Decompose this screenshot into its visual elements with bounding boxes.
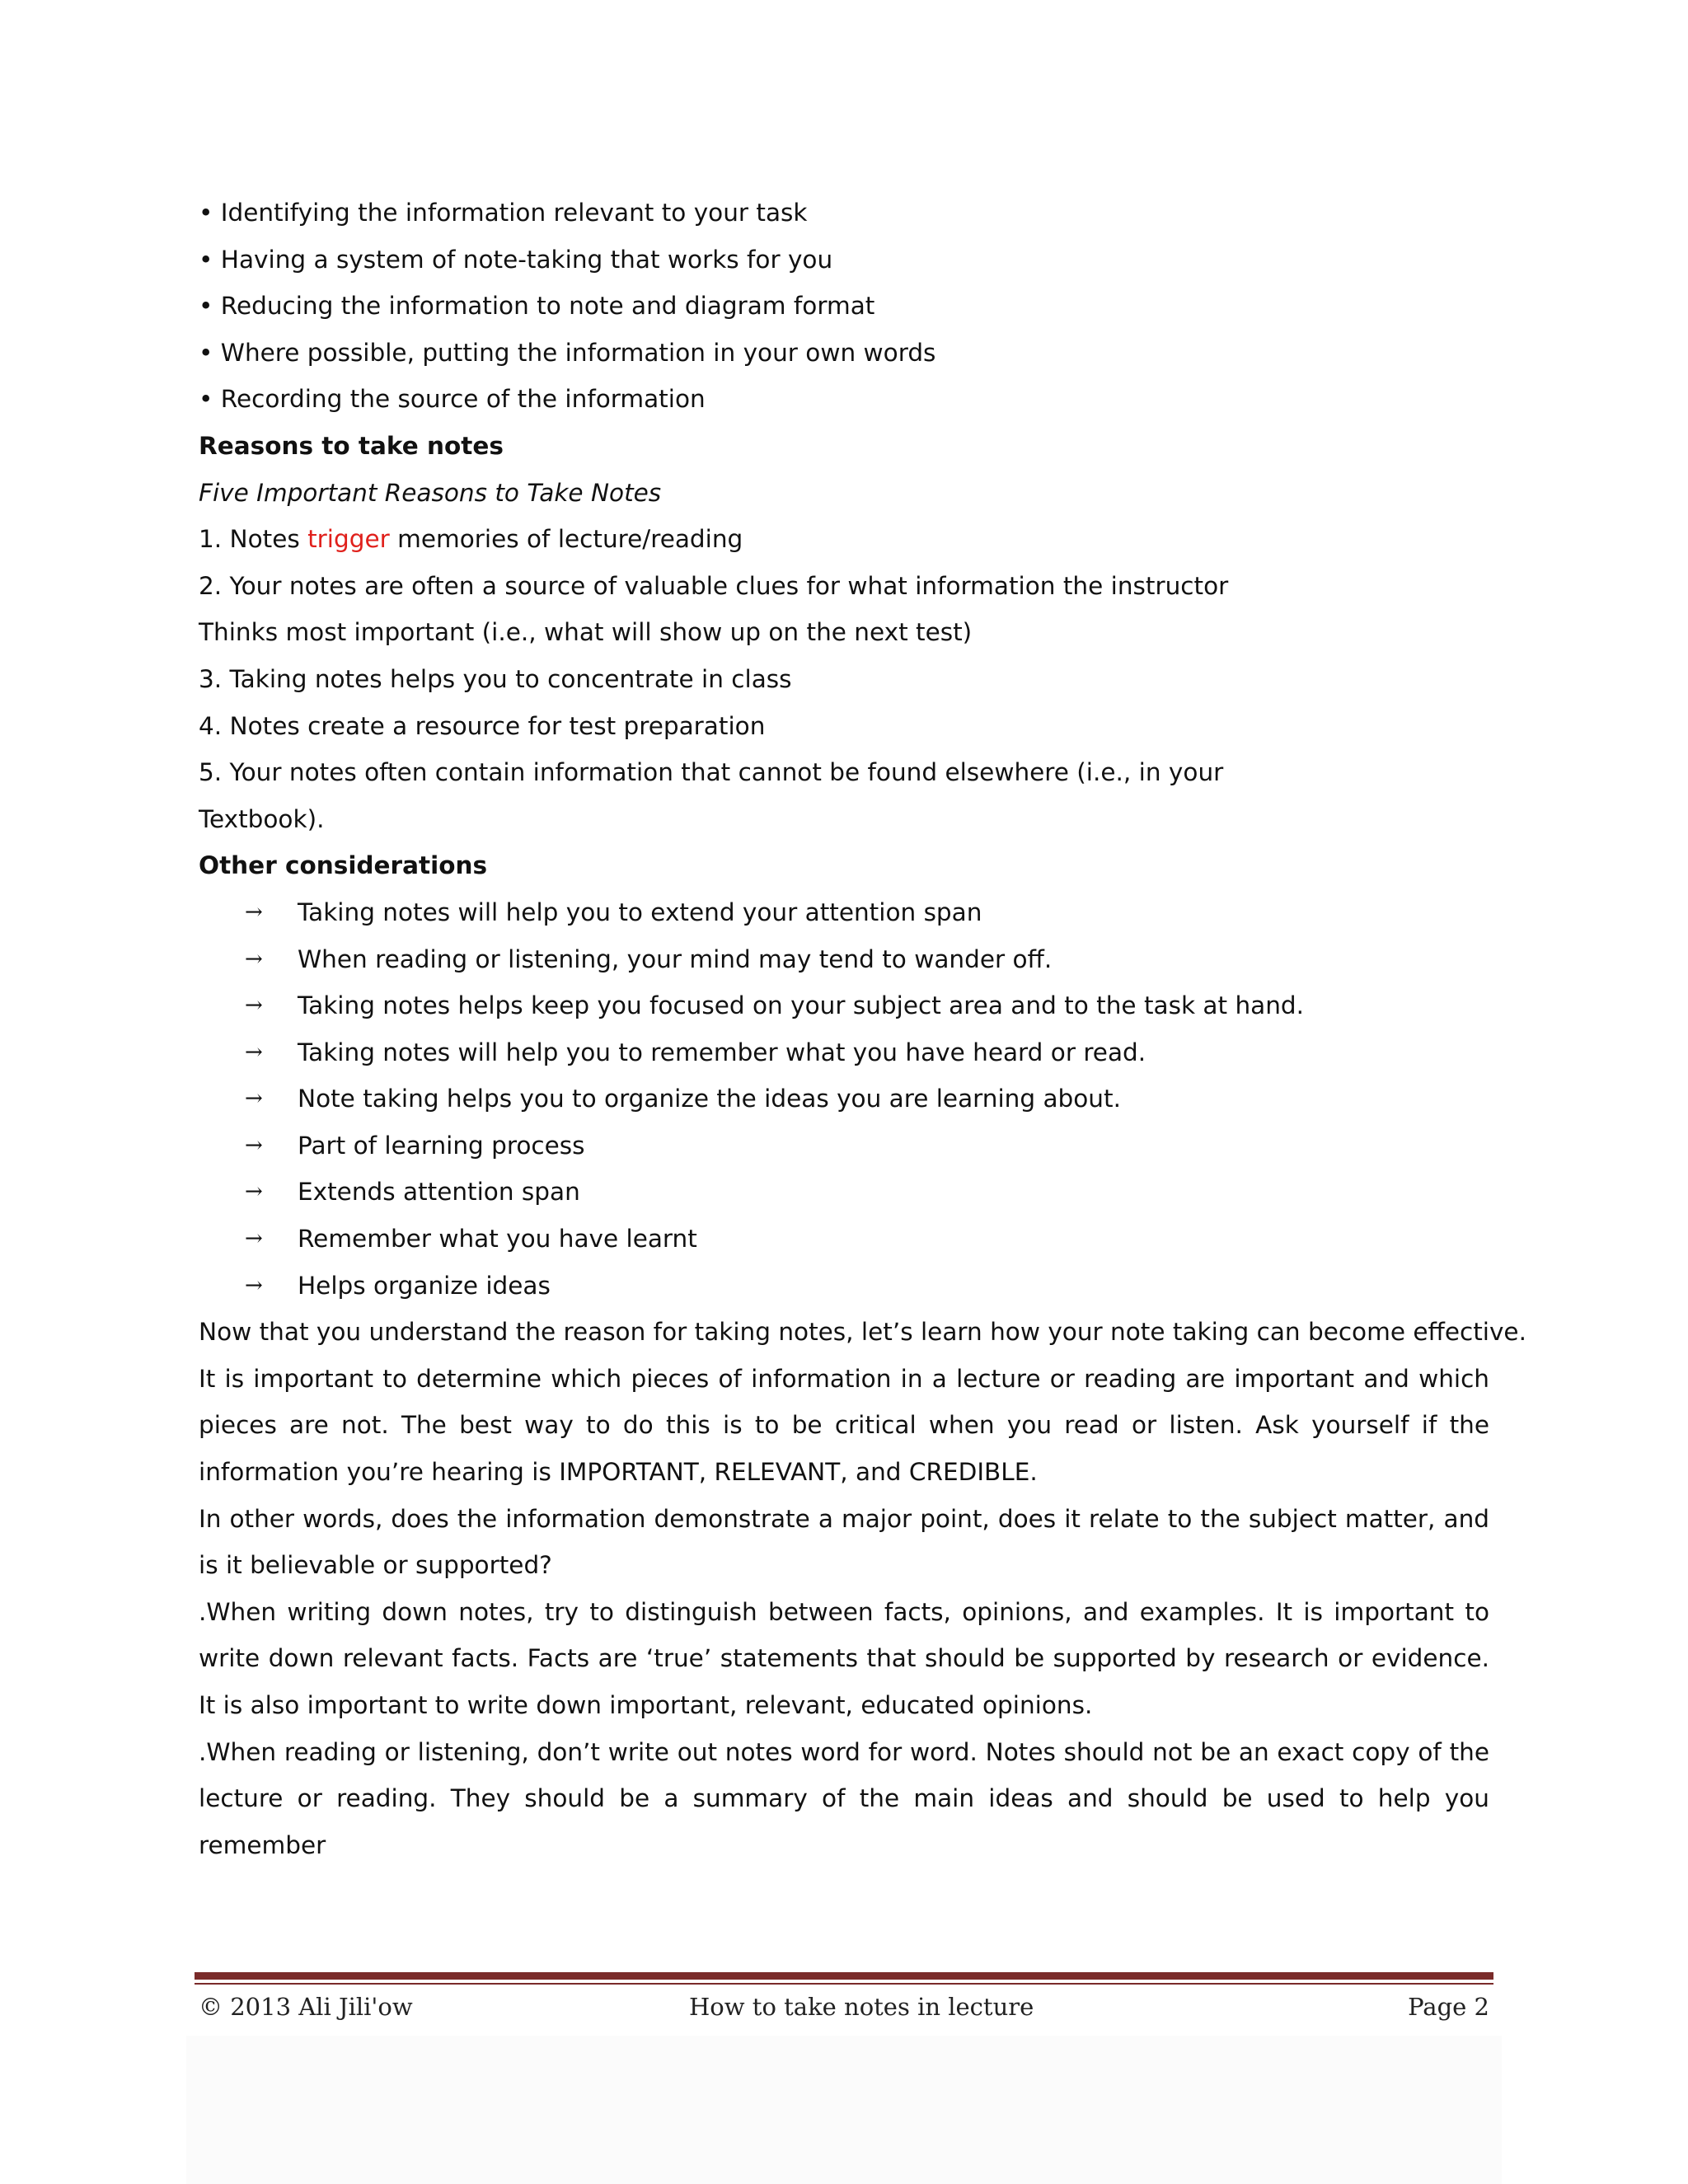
consideration-text: Note taking helps you to organize the ideas you are learning about. (298, 1085, 1121, 1113)
consideration-item (199, 889, 1489, 936)
bullet-item: • Where possible, putting the information in your own words (199, 338, 936, 367)
paragraph-important: It is important to determine which pieces of information in a lecture or reading are important and which pieces are not. The best way to do this is to be critical when you read or listen. Ask yourself if the information you’re hearing is IMPORTANT, RELEVANT, and CREDIBLE. (199, 1364, 1489, 1487)
footer-copyright: © 2013 Ali Jili'ow (199, 1993, 413, 2021)
arrow-right-icon: → (245, 1086, 263, 1112)
consideration-text: Part of learning process (298, 1131, 585, 1160)
consideration-item (199, 1169, 1489, 1216)
consideration-item (199, 936, 1489, 983)
consideration-item (199, 1216, 1489, 1263)
reason-line: 3. Taking notes helps you to concentrate in class (199, 664, 792, 693)
reason-line: 2. Your notes are often a source of valuable clues for what information the instructor (199, 571, 1229, 600)
reason-line: Thinks most important (i.e., what will show up on the next test) (199, 618, 973, 647)
footer-rule-thick (195, 1972, 1493, 1980)
consideration-text: Remember what you have learnt (298, 1225, 697, 1254)
footer-page-number: Page 2 (1408, 1993, 1489, 2021)
arrow-right-icon: → (245, 1272, 263, 1298)
consideration-text: When reading or listening, your mind may tend to wander off. (298, 944, 1053, 973)
paragraph-other-words: In other words, does the information demonstrate a major point, does it relate to the subject matter, and is it believable or supported? (199, 1504, 1489, 1580)
consideration-item (199, 1263, 1489, 1310)
page-footer (199, 1993, 1489, 2029)
arrow-right-icon: → (245, 1226, 263, 1252)
consideration-item (199, 1076, 1489, 1122)
arrow-right-icon: → (245, 1039, 263, 1065)
reason-item-1 (199, 516, 1489, 563)
arrow-right-icon: → (245, 899, 263, 925)
bullet-item: • Recording the source of the information (199, 385, 706, 414)
paragraph-word-for-word: .When reading or listening, don’t write out notes word for word. Notes should not be an exact copy of the lecture or reading. They should be a summary of the main ideas and should be used to help you remember (199, 1737, 1489, 1859)
arrow-right-icon: → (245, 993, 263, 1019)
reason-1-prefix: 1. Notes (199, 525, 308, 554)
footer-rule-thin (195, 1983, 1493, 1985)
other-considerations-heading: Other considerations (199, 851, 488, 880)
reason-1-suffix: memories of lecture/reading (389, 525, 743, 554)
reasons-heading: Reasons to take notes (199, 431, 504, 460)
consideration-text: Helps organize ideas (298, 1271, 551, 1300)
reason-line: 4. Notes create a resource for test preparation (199, 711, 766, 740)
consideration-item (199, 1122, 1489, 1169)
consideration-item (199, 982, 1489, 1029)
arrow-right-icon: → (245, 1132, 263, 1158)
reason-line: Textbook). (199, 804, 325, 833)
paragraph-intro: Now that you understand the reason for taking notes, let’s learn how your note taking can become effective. (199, 1318, 1526, 1347)
footer-shade (186, 2036, 1502, 2184)
consideration-item (199, 1029, 1489, 1076)
consideration-text: Taking notes helps keep you focused on your subject area and to the task at hand. (298, 991, 1305, 1020)
arrow-right-icon: → (245, 946, 263, 972)
reasons-subheading: Five Important Reasons to Take Notes (199, 478, 662, 507)
consideration-text: Taking notes will help you to extend your attention span (298, 898, 982, 926)
reason-1-highlight: trigger (307, 525, 390, 554)
bullet-item: • Identifying the information relevant to your task (199, 199, 808, 227)
consideration-text: Taking notes will help you to remember what you have heard or read. (298, 1038, 1146, 1066)
reason-line: 5. Your notes often contain information that cannot be found elsewhere (i.e., in your (199, 758, 1224, 787)
page-body (199, 190, 1526, 1868)
consideration-text: Extends attention span (298, 1178, 580, 1207)
arrow-right-icon: → (245, 1179, 263, 1205)
footer-title: How to take notes in lecture (689, 1993, 1034, 2021)
paragraph-facts: .When writing down notes, try to distinguish between facts, opinions, and examples. It is important to write down relevant facts. Facts are ‘true’ statements that should be supported by research or evidence. It is also important to write down important, relevant, educated opinions. (199, 1597, 1489, 1719)
bullet-item: • Having a system of note-taking that works for you (199, 245, 833, 274)
bullet-item: • Reducing the information to note and diagram format (199, 292, 875, 321)
